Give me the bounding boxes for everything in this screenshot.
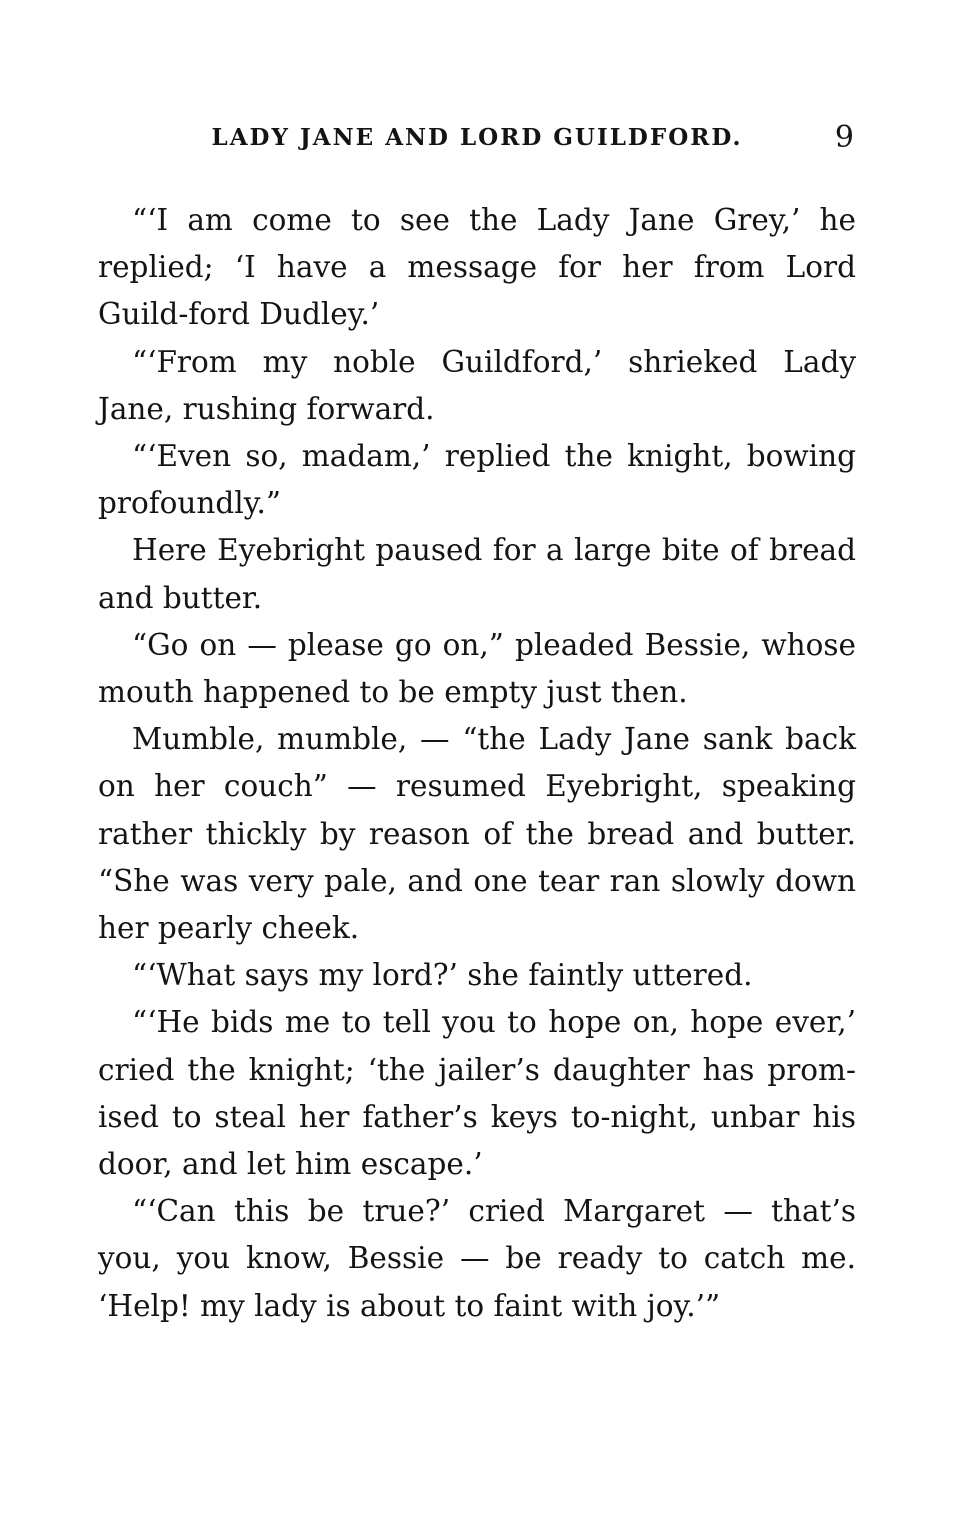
paragraph: Mumble, mumble, — “the Lady Jane sank back on her couch” — resumed Eyebright, speaking rather thickly by reason of the bread and butter. “She was very pale, and one tear ran slowly down her pearly cheek. bbox=[98, 722, 856, 946]
paragraph: Here Eyebright paused for a large bite of bread and butter. bbox=[98, 533, 856, 615]
paragraph: “‘Can this be true?’ cried Margaret — that’s you, you know, Bessie — be ready to catch me. ‘Help! my lady is about to faint with joy.’” bbox=[98, 1194, 856, 1323]
running-head bbox=[96, 120, 858, 160]
paragraph: “‘I am come to see the Lady Jane Grey,’ he replied; ‘I have a message for her from Lord Guild-ford Dudley.’ bbox=[98, 203, 856, 332]
paragraph: “‘From my noble Guildford,’ shrieked Lady Jane, rushing forward. bbox=[98, 344, 856, 426]
body-text bbox=[98, 197, 856, 1330]
paragraph: “‘He bids me to tell you to hope on, hope ever,’ cried the knight; ‘the jailer’s daughter has prom-ised to steal her father’s keys to-night, unbar his door, and let him escape.’ bbox=[98, 1005, 856, 1182]
running-head-title: LADY JANE AND LORD GUILDFORD. bbox=[211, 124, 743, 151]
paragraph: “‘Even so, madam,’ replied the knight, bowing profoundly.” bbox=[98, 439, 856, 521]
page-number: 9 bbox=[834, 120, 854, 155]
paragraph: “Go on — please go on,” pleaded Bessie, whose mouth happened to be empty just then. bbox=[98, 627, 856, 710]
paragraph: “‘What says my lord?’ she faintly uttered. bbox=[132, 958, 753, 993]
